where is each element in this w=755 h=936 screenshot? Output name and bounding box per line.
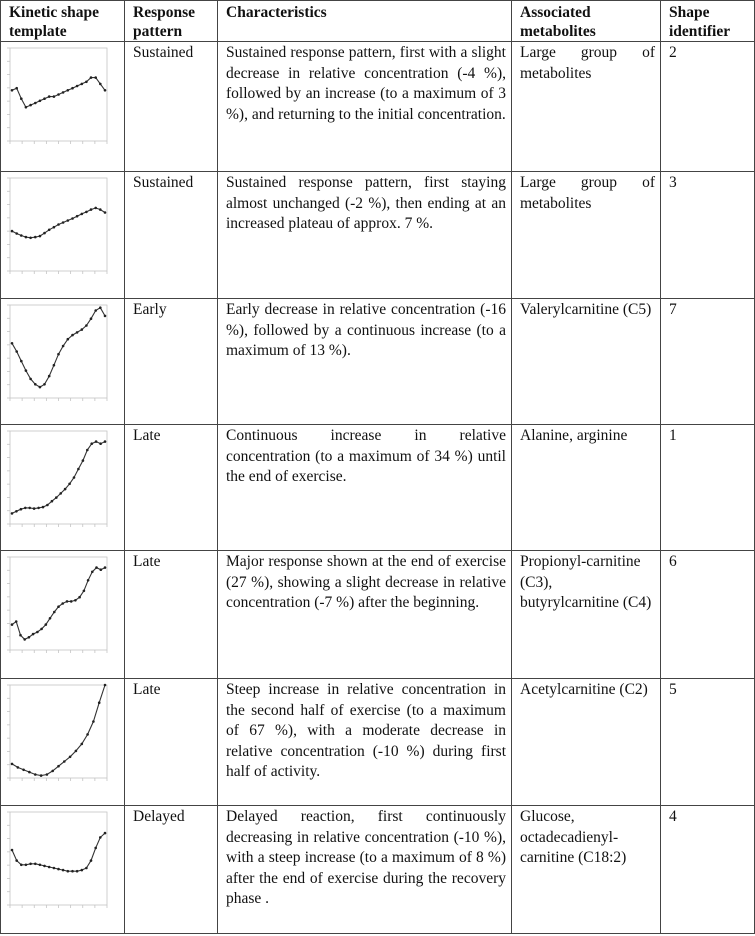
data-point [94,207,97,210]
characteristics-cell: Delayed reaction, first continuously decreasing in relative concentration (-10 %), with a steep increase (to a maximum of 8 %) after the end of exercise during the recovery phase . [218,806,512,934]
data-point [104,211,107,214]
identifier-cell: 7 [661,299,755,425]
data-point [100,568,103,571]
data-point [20,508,23,511]
data-point [29,237,32,240]
data-point [76,331,79,334]
shape-chart [7,429,111,531]
data-point [15,620,18,623]
data-point [77,468,80,471]
data-point [46,504,49,507]
identifier-cell: 6 [661,551,755,679]
data-point [34,863,37,866]
data-point [92,720,95,723]
data-point [67,338,70,341]
data-point [62,869,65,872]
characteristics-cell: Sustained response pattern, first with a slight decrease in relative concentration (-4 %), followed by an increase (to a maximum of 3 %), and returning to the initial concentration. [218,42,512,172]
metabolites-cell: Acetylcarnitine (C2) [512,679,661,806]
data-point [86,733,89,736]
header-characteristics: Characteristics [218,1,512,42]
data-point [73,476,76,479]
table-row [1,679,755,806]
data-point [39,100,42,103]
data-point [57,93,60,96]
data-point [64,488,67,491]
data-point [90,76,93,79]
shape-cell [1,425,125,551]
data-point [90,859,93,862]
data-point [34,773,37,776]
data-point [91,571,94,574]
data-point [104,89,107,92]
data-point [25,106,28,109]
shape-cell [1,42,125,172]
data-point [34,102,37,105]
plot-frame [10,812,107,905]
data-point [67,89,70,92]
data-point [20,360,23,363]
data-point [29,863,32,866]
data-point [99,442,102,445]
data-point [57,765,60,768]
data-point [55,496,58,499]
data-point [11,89,14,92]
data-point [69,756,72,759]
data-point [20,234,23,237]
data-point [24,507,27,510]
data-point [66,600,69,603]
data-point [32,633,35,636]
data-point [43,383,46,386]
data-point [48,95,51,98]
data-point [95,440,98,443]
data-point [34,383,37,386]
characteristics-cell: Sustained response pattern, first staying almost unchanged (-2 %), then ending at an increased plateau of approx. 7 %. [218,172,512,299]
header-row [1,1,755,42]
data-point [39,864,42,867]
data-point [62,91,65,94]
identifier-cell: 4 [661,806,755,934]
data-point [48,229,51,232]
pattern-cell: Late [125,425,218,551]
shape-chart [7,555,111,657]
data-point [49,617,52,620]
data-point [11,623,14,626]
data-point [40,628,43,631]
data-point [81,743,84,746]
data-point [104,315,107,318]
data-point [71,870,74,873]
data-point [85,211,88,214]
data-point [99,306,102,309]
data-point [104,440,107,443]
data-point [15,232,18,235]
header-associated-metabolites: Associated metabolites [512,1,661,42]
metabolites-cell: Glucose, octadecadienyl-carnitine (C18:2) [512,806,661,934]
data-point [11,849,14,852]
data-point [39,235,42,238]
data-point [74,599,77,602]
data-point [28,507,31,510]
data-point [53,95,56,98]
data-point [71,334,74,337]
data-point [53,867,56,870]
data-point [76,215,79,218]
shape-cell [1,172,125,299]
data-point [57,353,60,356]
pattern-cell: Sustained [125,42,218,172]
data-point [29,104,32,107]
data-point [37,507,40,510]
data-point [90,317,93,320]
data-point [71,87,74,90]
data-point [81,328,84,331]
identifier-cell: 3 [661,172,755,299]
data-point [43,232,46,235]
data-point [99,836,102,839]
data-point [90,442,93,445]
data-point [11,512,14,515]
table-row [1,551,755,679]
data-point [57,868,60,871]
shape-cell [1,299,125,425]
metabolites-cell: Valerylcarnitine (C5) [512,299,661,425]
data-point [46,773,49,776]
shape-chart [7,46,111,148]
data-point [99,208,102,211]
data-point [86,449,89,452]
header-shape-identifier: Shape identifier [661,1,755,42]
pattern-cell: Late [125,551,218,679]
shape-cell [1,806,125,934]
data-point [45,623,48,626]
data-point [76,85,79,88]
data-point [95,566,98,569]
pattern-cell: Sustained [125,172,218,299]
shape-cell [1,551,125,679]
metabolites-cell: Large group of metabolites [512,172,661,299]
metabolites-cell: Alanine, arginine [512,425,661,551]
metabolites-cell: Propionyl-carnitine (C3), butyrylcarnitine (C4) [512,551,661,679]
data-point [15,859,18,862]
data-point [81,213,84,216]
data-point [20,97,23,100]
shape-chart [7,303,111,405]
characteristics-cell: Steep increase in relative concentration in the second half of exercise (to a maximum of 67 %), with a moderate decrease in relative concentration (-10 %) during first half of activity. [218,679,512,806]
data-point [104,684,107,687]
series-line [12,208,105,238]
plot-frame [10,685,107,778]
data-point [33,507,36,510]
data-point [29,378,32,381]
data-point [43,97,46,100]
data-point [28,771,31,774]
data-point [20,864,23,867]
shape-cell [1,679,125,806]
data-point [43,865,46,868]
data-point [15,87,18,90]
data-point [83,590,86,593]
data-point [51,770,54,773]
series-line [12,568,105,640]
data-point [61,602,64,605]
data-point [82,459,85,462]
data-point [59,492,62,495]
data-point [94,76,97,79]
data-point [53,611,56,614]
characteristics-cell: Early decrease in relative concentration (-16 %), followed by a continuous increase (to a maximum of 13 %). [218,299,512,425]
data-point [104,832,107,835]
data-point [85,324,88,327]
data-point [78,596,81,599]
data-point [25,864,28,867]
data-point [48,375,51,378]
data-point [62,221,65,224]
data-point [25,369,28,372]
data-point [71,217,74,220]
data-point [36,631,39,634]
plot-frame [10,305,107,398]
data-point [57,605,60,608]
data-point [76,870,79,873]
table-row [1,806,755,934]
series-line [12,78,105,108]
data-point [17,766,20,769]
series-line [12,442,105,514]
data-point [39,386,42,389]
table-row [1,172,755,299]
data-point [70,600,73,603]
header-response-pattern: Response pattern [125,1,218,42]
data-point [85,867,88,870]
data-point [11,342,14,345]
data-point [11,763,14,766]
pattern-cell: Delayed [125,806,218,934]
data-point [53,364,56,367]
data-point [53,226,56,229]
plot-frame [10,431,107,524]
data-point [40,774,43,777]
data-point [19,634,22,637]
data-point [75,750,78,753]
data-point [85,81,88,84]
characteristics-cell: Major response shown at the end of exercise (27 %), showing a slight decrease in relative concentration (-7 %) after the beginning. [218,551,512,679]
data-point [62,345,65,348]
data-point [81,869,84,872]
table-row [1,425,755,551]
data-point [104,566,107,569]
identifier-cell: 5 [661,679,755,806]
data-point [25,236,28,239]
data-point [87,579,90,582]
data-point [81,83,84,86]
series-line [12,685,105,776]
data-point [28,636,31,639]
table-row [1,299,755,425]
data-point [67,219,70,222]
data-point [98,701,101,704]
data-point [23,638,26,641]
data-point [68,483,71,486]
characteristics-cell: Continuous increase in relative concentration (to a maximum of 34 %) until the end of exercise. [218,425,512,551]
data-point [15,350,18,353]
shape-chart [7,176,111,278]
data-point [67,870,70,873]
identifier-cell: 2 [661,42,755,172]
shape-chart [7,810,111,912]
pattern-cell: Late [125,679,218,806]
data-point [90,208,93,211]
data-point [94,847,97,850]
data-point [63,760,66,763]
data-point [94,309,97,312]
metabolites-cell: Large group of metabolites [512,42,661,172]
header-kinetic-shape: Kinetic shape template [1,1,125,42]
data-point [22,769,25,772]
table-row [1,42,755,172]
pattern-cell: Early [125,299,218,425]
data-point [48,866,51,869]
data-point [51,500,54,503]
data-point [15,510,18,513]
identifier-cell: 1 [661,425,755,551]
data-point [34,236,37,239]
data-point [99,83,102,86]
data-point [57,223,60,226]
shape-chart [7,683,111,785]
data-point [11,230,14,233]
data-point [42,506,45,509]
